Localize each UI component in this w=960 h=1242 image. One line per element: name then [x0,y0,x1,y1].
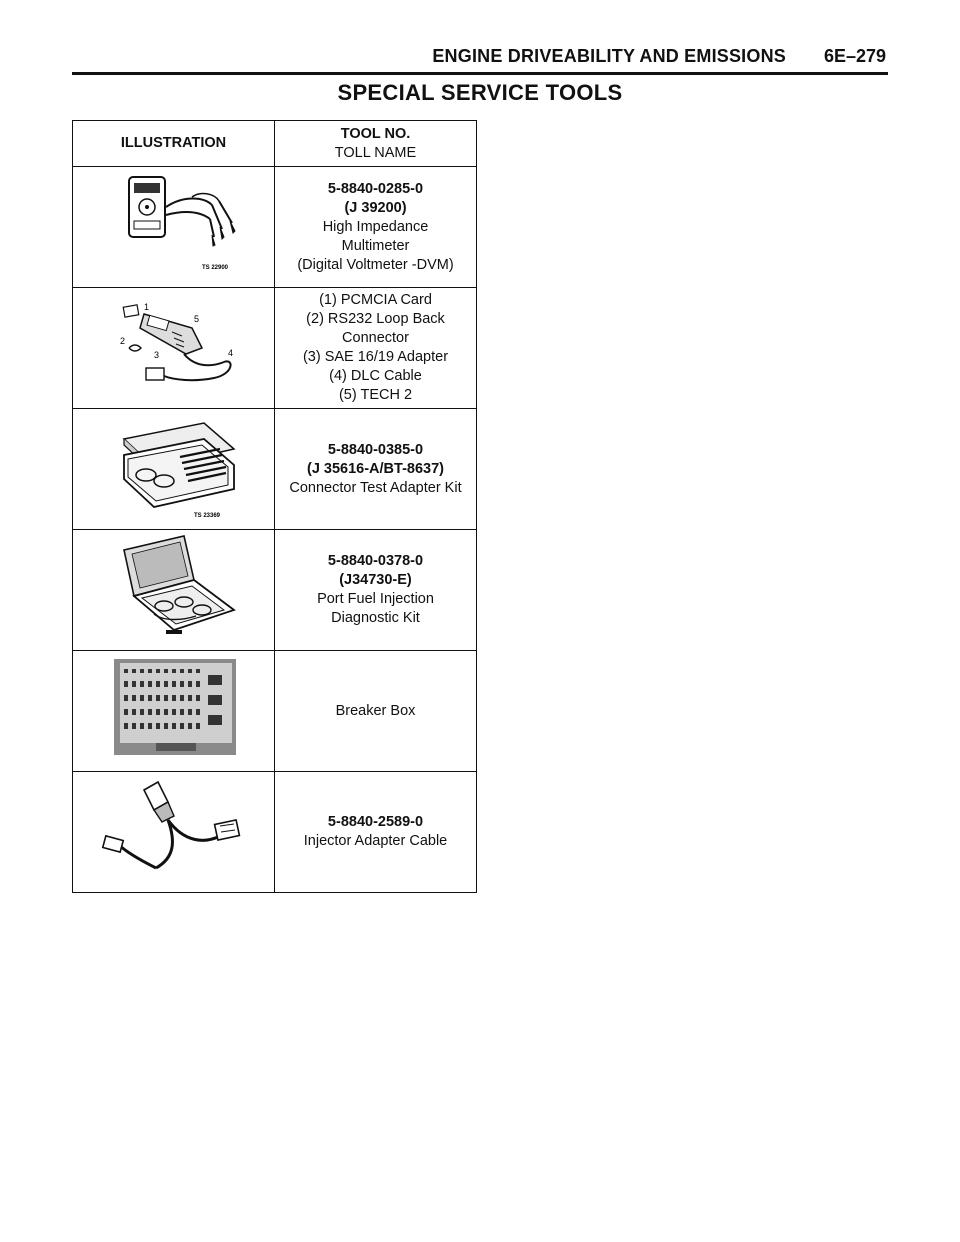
table-row [73,651,477,772]
tool-name-line: Diagnostic Kit [331,610,420,626]
alt-tool-number: (J34730-E) [339,572,412,588]
breaker-box-photo-icon [84,651,264,763]
multimeter-illustration-icon [84,167,264,279]
tool-description-cell [275,530,477,651]
tool-number: 5-8840-0385-0 [327,441,424,458]
table-row [73,409,477,530]
figure-code: TS 22900 [201,265,228,271]
callout-5: 5 [193,314,199,324]
tool-name-line: (2) RS232 Loop Back [306,311,445,327]
tool-description-cell [275,409,477,530]
tool-name-line: (Digital Voltmeter -DVM) [297,256,454,273]
figure-code: TS 23369 [193,513,220,519]
tool-name-header: TOLL NAME [334,144,417,161]
alt-tool-number: (J 39200) [344,199,407,216]
page-title: SPECIAL SERVICE TOOLS [337,80,623,105]
tool-name-line: High Impedance [322,218,429,235]
table-row [73,772,477,893]
adapter-kit-case-illustration-icon [84,409,264,521]
table-header-row [73,121,477,167]
fuel-injection-kit-illustration-icon [84,530,264,642]
tool-no-header: TOOL NO. [340,125,411,142]
tool-description-cell [275,772,477,893]
section-title: ENGINE DRIVEABILITY AND EMISSIONS [432,46,786,66]
illustration-cell [73,530,275,651]
tool-description-cell [275,167,477,288]
tool-description-cell [275,288,477,409]
special-tools-table [72,120,477,893]
tool-name-line: (1) PCMCIA Card [319,292,432,308]
callout-3: 3 [153,350,159,360]
tool-number: 5-8840-0378-0 [327,553,424,569]
tech2-illustration-icon [84,288,264,400]
illustration-cell [73,651,275,772]
illustration-cell [73,772,275,893]
illustration-cell [73,167,275,288]
illustration-header: ILLUSTRATION [73,121,275,167]
table-row [73,167,477,288]
tool-name-line: Multimeter [341,237,410,254]
tool-name-line: Breaker Box [335,702,416,719]
tool-description-cell [275,651,477,772]
table-row [73,288,477,409]
tool-number: 5-8840-0285-0 [327,180,424,197]
tool-name-line: Injector Adapter Cable [303,833,448,849]
tool-number: 5-8840-2589-0 [327,814,424,830]
tool-name-line: (5) TECH 2 [338,387,413,403]
callout-1: 1 [143,302,149,312]
tool-name-line: Connector [342,330,409,346]
page-number: 6E–279 [823,46,886,66]
tool-name-line: Port Fuel Injection [317,591,434,607]
injector-cable-illustration-icon [84,772,264,884]
callout-4: 4 [227,348,233,358]
tool-name-line: Connector Test Adapter Kit [289,479,462,496]
alt-tool-number: (J 35616-A/BT-8637) [306,460,444,477]
illustration-cell [73,288,275,409]
page-header [72,40,888,75]
tool-name-line: (3) SAE 16/19 Adapter [302,349,449,365]
table-row [73,530,477,651]
tool-header [275,121,477,167]
tool-name-line: (4) DLC Cable [329,368,422,384]
callout-2: 2 [119,336,125,346]
illustration-cell [73,409,275,530]
